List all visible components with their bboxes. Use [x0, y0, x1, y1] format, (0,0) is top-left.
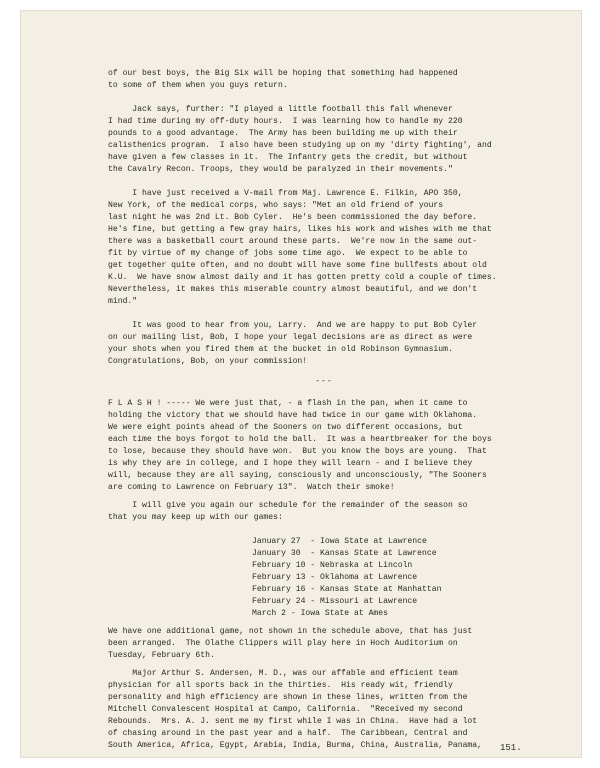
- text-line: Tuesday, February 6th.: [108, 651, 215, 660]
- schedule-entry: February 13 - Oklahoma at Lawrence: [252, 573, 418, 582]
- text-line: to some of them when you guys return.: [108, 81, 288, 90]
- paragraph-jack: [108, 104, 540, 176]
- document-page: [20, 10, 582, 758]
- section-separator: ---: [315, 377, 333, 386]
- text-line: I have just received a V-mail from Maj. Lawrence E. Filkin, APO 350,: [108, 189, 463, 198]
- schedule-entry: January 30 - Kansas State at Lawrence: [252, 549, 437, 558]
- text-line: is why they are in college, and I hope they will learn - and I believe they: [108, 459, 473, 468]
- text-line: that you may keep up with our games:: [108, 513, 283, 522]
- text-line: Nevertheless, it makes this miserable country almost beautiful, and we don't: [108, 285, 478, 294]
- text-line: We were eight points ahead of the Sooners on two different occasions, but: [108, 423, 463, 432]
- text-line: pounds to a good advantage. The Army has been building me up with their: [108, 129, 458, 138]
- paragraph-intro: [108, 68, 540, 92]
- paragraph-additional-game: [108, 626, 540, 662]
- text-line: It was good to hear from you, Larry. And we are happy to put Bob Cyler: [108, 321, 478, 330]
- game-schedule: [252, 536, 540, 620]
- text-line: We have one additional game, not shown in the schedule above, that has just: [108, 627, 473, 636]
- text-line: on our mailing list, Bob, I hope your legal decisions are as direct as were: [108, 333, 473, 342]
- schedule-entry: January 27 - Iowa State at Lawrence: [252, 537, 427, 546]
- text-line: will, because they are all saying, consciously and unconsciously, "The Sooners: [108, 471, 487, 480]
- paragraph-andersen: [108, 668, 540, 752]
- text-line: Major Arthur S. Andersen, M. D., was our affable and efficient team: [108, 669, 458, 678]
- text-line: the Cavalry Recon. Troops, they would be paralyzed in their movements.": [108, 165, 453, 174]
- text-line: holding the victory that we should have had twice in our game with Oklahoma.: [108, 411, 478, 420]
- paragraph-vmail: [108, 188, 540, 308]
- text-line: have given a few classes in it. The Infantry gets the credit, but without: [108, 153, 468, 162]
- text-line: fit by virtue of my change of jobs some time ago. We expect to be able to: [108, 249, 468, 258]
- text-line: been arranged. The Olathe Clippers will play here in Hoch Auditorium on: [108, 639, 458, 648]
- text-line: South America, Africa, Egypt, Arabia, India, Burma, China, Australia, Panama,: [108, 741, 482, 750]
- text-line: get together quite often, and no doubt will have some fine bullfests about old: [108, 261, 487, 270]
- text-line: of our best boys, the Big Six will be hoping that something had happened: [108, 69, 458, 78]
- text-line: to lose, because they should have won. But you know the boys are young. That: [108, 447, 487, 456]
- text-line: last night he was 2nd Lt. Bob Cyler. He's been commissioned the day before.: [108, 213, 478, 222]
- document-body: [108, 68, 540, 752]
- paragraph-schedule-intro: [108, 500, 540, 524]
- text-line: I will give you again our schedule for the remainder of the season so: [108, 501, 468, 510]
- schedule-entry: February 10 - Nebraska at Lincoln: [252, 561, 413, 570]
- text-line: Rebounds. Mrs. A. J. sent me my first while I was in China. Have had a lot: [108, 717, 478, 726]
- text-line: mind.": [108, 297, 138, 306]
- text-line: New York, of the medical corps, who says: "Met an old friend of yours: [108, 201, 444, 210]
- paragraph-larry: [108, 320, 540, 368]
- text-line: calisthenics program. I also have been studying up on my 'dirty fighting', and: [108, 141, 492, 150]
- text-line: Congratulations, Bob, on your commission!: [108, 357, 308, 366]
- text-line: of chasing around in the past year and a half. The Caribbean, Central and: [108, 729, 468, 738]
- text-line: Jack says, further: "I played a little football this fall whenever: [108, 105, 453, 114]
- text-line: K.U. We have snow almost daily and it has gotten pretty cold a couple of times.: [108, 273, 497, 282]
- text-line: your shots when you fired them at the bucket in old Robinson Gymnasium.: [108, 345, 453, 354]
- page-number: 151.: [500, 743, 522, 753]
- schedule-entry: February 24 - Missouri at Lawrence: [252, 597, 418, 606]
- text-line: physician for all sports back in the thirties. His ready wit, friendly: [108, 681, 453, 690]
- text-line: there was a basketball court around these parts. We're now in the same out-: [108, 237, 478, 246]
- schedule-entry: March 2 - Iowa State at Ames: [252, 609, 388, 618]
- text-line: He's fine, but getting a few gray hairs, likes his work and wishes with me that: [108, 225, 492, 234]
- text-line: each time the boys forgot to hold the ball. It was a heartbreaker for the boys: [108, 435, 492, 444]
- text-line: Mitchell Convalescent Hospital at Campo, California. "Received my second: [108, 705, 463, 714]
- text-line: personality and high efficiency are shown in these lines, written from the: [108, 693, 468, 702]
- paragraph-flash: [108, 398, 540, 494]
- text-line: I had time during my off-duty hours. I was learning how to handle my 220: [108, 117, 463, 126]
- text-line: F L A S H ! ----- We were just that, - a flash in the pan, when it came to: [108, 399, 468, 408]
- text-line: are coming to Lawrence on February 13". Watch their smoke!: [108, 483, 395, 492]
- schedule-entry: February 16 - Kansas State at Manhattan: [252, 585, 442, 594]
